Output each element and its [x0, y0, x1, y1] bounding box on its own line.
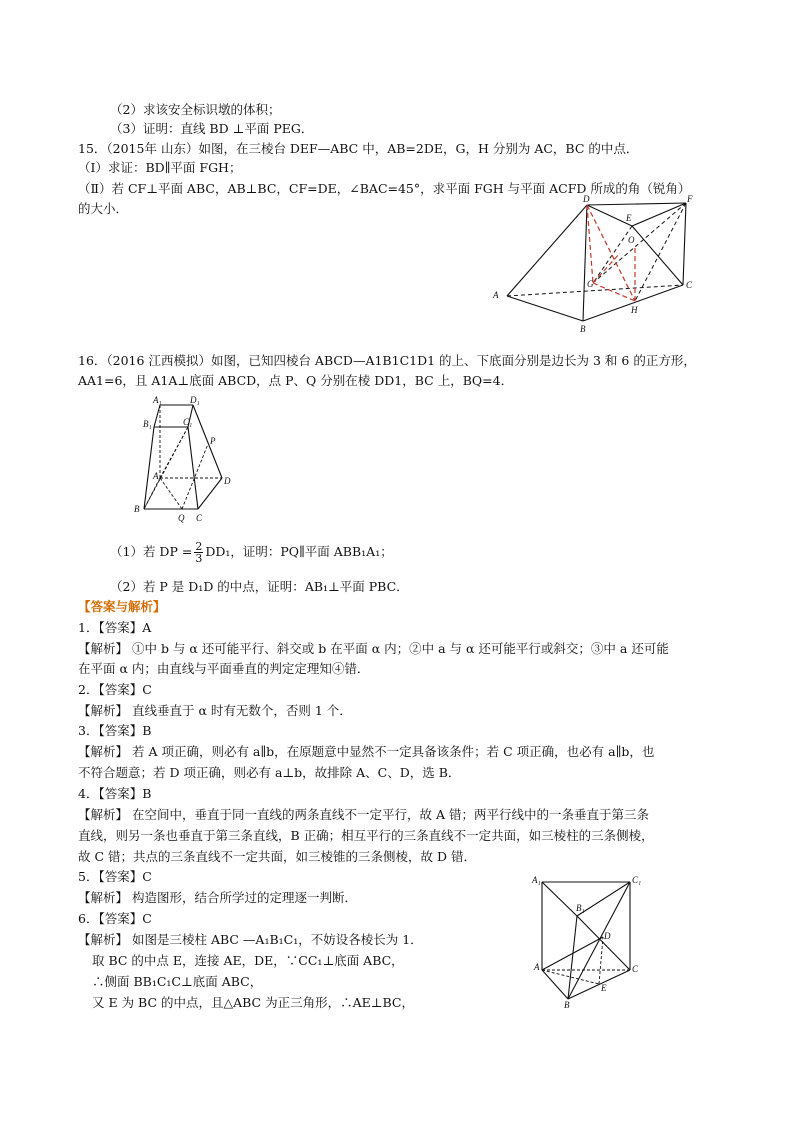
answer-3: 3．【答案】B	[78, 723, 152, 738]
figure-16-frustum	[128, 392, 238, 527]
vertex-label: A₁	[153, 395, 162, 405]
vertex-label: E	[626, 213, 632, 223]
answer-1: 1．【答案】A	[78, 620, 152, 635]
vertex-label: C₁	[183, 417, 193, 427]
vertex-label: G	[587, 279, 594, 289]
vertex-label: B	[134, 504, 140, 514]
explanation-6: 取 BC 的中点 E，连接 AE，DE，∵CC₁⊥底面 ABC，	[92, 953, 404, 968]
vertex-label: B	[564, 1000, 570, 1008]
vertex-label: D	[604, 931, 611, 941]
q1-prefix: （1）若 DP =	[110, 544, 193, 559]
vertex-label: H	[631, 305, 638, 315]
answers-heading: 【答案与解析】	[78, 599, 166, 614]
vertex-label: A	[153, 471, 159, 481]
explanation-1: 在平面 α 内；由直线与平面垂直的判定定理知④错．	[78, 661, 370, 676]
problem-16-q1	[110, 541, 393, 564]
answer-6: 6．【答案】C	[78, 911, 152, 926]
vertex-label: Q	[178, 513, 185, 523]
vertex-label: F	[687, 194, 693, 204]
vertex-label: A₁	[532, 875, 541, 885]
figure-6-prism	[520, 873, 650, 1008]
answer-2: 2．【答案】C	[78, 682, 152, 697]
text-line: 的大小．	[78, 201, 129, 216]
fraction	[194, 541, 203, 564]
explanation-6: 【解析】 如图是三棱柱 ABC —A₁B₁C₁，不妨设各棱长为 1．	[78, 932, 423, 947]
vertex-label: C	[196, 513, 203, 523]
text-line: AA1=6，且 A1A⊥底面 ABCD，点 P、Q 分别在棱 DD1，BC 上，BQ=4．	[78, 373, 514, 388]
vertex-label: D₁	[190, 395, 200, 405]
fraction-numerator: 2	[195, 540, 203, 553]
explanation-6: 又 E 为 BC 的中点，且△ABC 为正三角形，∴AE⊥BC，	[92, 995, 414, 1010]
explanation-1: 【解析】 ①中 b 与 α 还可能平行、斜交或 b 在平面 α 内；②中 a 与 α 还可能平行或斜交；③中 a 还可能	[78, 641, 669, 656]
answer-4: 4．【答案】B	[78, 786, 152, 801]
vertex-label: C	[686, 280, 693, 290]
vertex-label: A	[534, 962, 540, 972]
vertex-label: B	[580, 324, 586, 334]
explanation-3: 【解析】 若 A 项正确，则必有 a∥b，在原题意中显然不一定具备该条件；若 C 项正确，也必有 a∥b，也	[78, 744, 655, 759]
problem-16-title: 16．（2016 江西模拟）如图，已知四棱台 ABCD—A1B1C1D1 的上、下底面分别是边长为 3 和 6 的正方形，	[78, 353, 696, 368]
vertex-label: E	[601, 983, 607, 993]
explanation-4: 故 C 错；共点的三条直线不一定共面，如三棱锥的三条侧棱，故 D 错．	[78, 849, 476, 864]
problem-15-part1: （Ⅰ）求证：BD∥平面 FGH；	[78, 160, 242, 175]
problem-15-title: 15．（2015年 山东）如图，在三棱台 DEF—ABC 中，AB=2DE，G，H 分别为 AC，BC 的中点．	[78, 141, 639, 156]
vertex-label: B₁	[143, 419, 152, 429]
fraction-denominator: 3	[195, 552, 203, 565]
explanation-5: 【解析】 构造图形，结合所学过的定理逐一判断．	[78, 890, 357, 905]
explanation-3: 不符合题意；若 D 项正确，则必有 a⊥b，故排除 A、C、D，选 B．	[78, 765, 461, 780]
vertex-label: O	[628, 235, 635, 245]
vertex-label: D	[224, 476, 231, 486]
vertex-label: D	[583, 194, 590, 204]
figure-15-frustum	[480, 193, 710, 338]
vertex-label: C₁	[632, 875, 642, 885]
answer-5: 5．【答案】C	[78, 869, 152, 884]
problem-15-part2: （Ⅱ）若 CF⊥平面 ABC，AB⊥BC，CF=DE，∠BAC=45°，求平面 FGH 与平面 ACFD 所成的角（锐角）	[78, 181, 691, 196]
explanation-2: 【解析】 直线垂直于 α 时有无数个，否则 1 个．	[78, 703, 352, 718]
problem-16-q2: （2）若 P 是 D₁D 的中点，证明：AB₁⊥平面 PBC．	[110, 579, 409, 594]
q1-suffix: DD₁，证明：PQ∥平面 ABB₁A₁；	[205, 544, 393, 559]
vertex-label: A	[493, 290, 499, 300]
text-line: （3）证明：直线 BD ⊥平面 PEG．	[110, 121, 314, 136]
explanation-4: 直线，则另一条也垂直于第三条直线，B 正确；相互平行的三条直线不一定共面，如三棱柱的三条侧棱，	[78, 828, 654, 843]
vertex-label: B₁	[576, 903, 585, 913]
vertex-label: P	[210, 436, 216, 446]
vertex-label: C	[632, 964, 639, 974]
explanation-4: 【解析】 在空间中，垂直于同一直线的两条直线不一定平行，故 A 错；两平行线中的一条垂直于第三条	[78, 807, 649, 822]
explanation-6: ∴侧面 BB₁C₁C⊥底面 ABC，	[92, 974, 263, 989]
text-line: （2）求该安全标识墩的体积；	[110, 102, 281, 117]
